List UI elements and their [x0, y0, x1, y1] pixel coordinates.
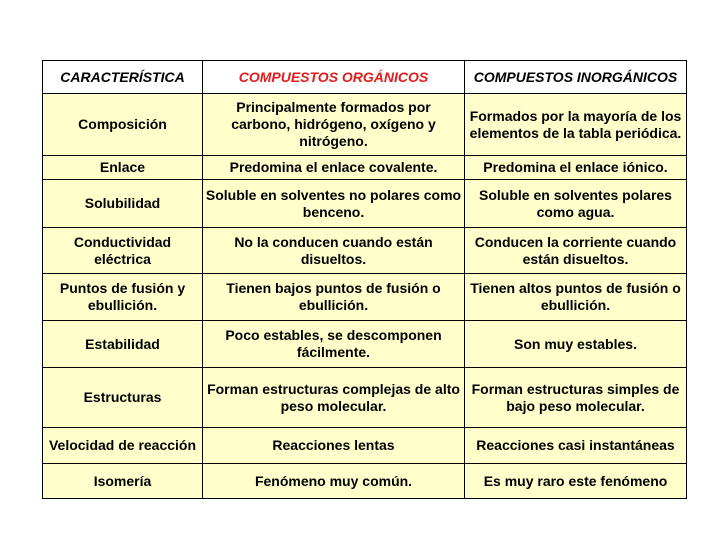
table-row: [43, 368, 687, 428]
table-row: [43, 228, 687, 274]
cell-organic: Soluble en solventes no polares como benceno.: [203, 180, 465, 228]
table-header: [43, 61, 687, 94]
cell-organic: Poco estables, se descomponen fácilmente.: [203, 321, 465, 368]
cell-characteristic: Estabilidad: [43, 321, 203, 368]
table-row: [43, 274, 687, 321]
cell-characteristic: Conductividad eléctrica: [43, 228, 203, 274]
cell-inorganic: Reacciones casi instantáneas: [465, 428, 687, 464]
cell-inorganic: Predomina el enlace iónico.: [465, 156, 687, 180]
cell-characteristic: Estructuras: [43, 368, 203, 428]
cell-inorganic: Son muy estables.: [465, 321, 687, 368]
cell-characteristic: Enlace: [43, 156, 203, 180]
cell-organic: Fenómeno muy común.: [203, 464, 465, 499]
comparison-table: [42, 60, 687, 499]
cell-organic: Reacciones lentas: [203, 428, 465, 464]
cell-inorganic: Soluble en solventes polares como agua.: [465, 180, 687, 228]
cell-characteristic: Composición: [43, 94, 203, 156]
table-row: [43, 464, 687, 499]
cell-organic: Principalmente formados por carbono, hidrógeno, oxígeno y nitrógeno.: [203, 94, 465, 156]
cell-organic: No la conducen cuando están disueltos.: [203, 228, 465, 274]
table-row: [43, 180, 687, 228]
cell-inorganic: Forman estructuras simples de bajo peso molecular.: [465, 368, 687, 428]
cell-inorganic: Es muy raro este fenómeno: [465, 464, 687, 499]
cell-characteristic: Solubilidad: [43, 180, 203, 228]
cell-characteristic: Isomería: [43, 464, 203, 499]
table-row: [43, 94, 687, 156]
table-row: [43, 321, 687, 368]
cell-organic: Forman estructuras complejas de alto peso molecular.: [203, 368, 465, 428]
header-inorganic-compounds: COMPUESTOS INORGÁNICOS: [465, 61, 687, 94]
cell-inorganic: Conducen la corriente cuando están disueltos.: [465, 228, 687, 274]
cell-organic: Predomina el enlace covalente.: [203, 156, 465, 180]
header-row: [43, 61, 687, 94]
cell-characteristic: Puntos de fusión y ebullición.: [43, 274, 203, 321]
table-row: [43, 156, 687, 180]
cell-inorganic: Tienen altos puntos de fusión o ebullición.: [465, 274, 687, 321]
table-body: [43, 94, 687, 499]
header-characteristic: CARACTERÍSTICA: [43, 61, 203, 94]
cell-organic: Tienen bajos puntos de fusión o ebullición.: [203, 274, 465, 321]
table-row: [43, 428, 687, 464]
cell-inorganic: Formados por la mayoría de los elementos de la tabla periódica.: [465, 94, 687, 156]
cell-characteristic: Velocidad de reacción: [43, 428, 203, 464]
header-organic-compounds: COMPUESTOS ORGÁNICOS: [203, 61, 465, 94]
